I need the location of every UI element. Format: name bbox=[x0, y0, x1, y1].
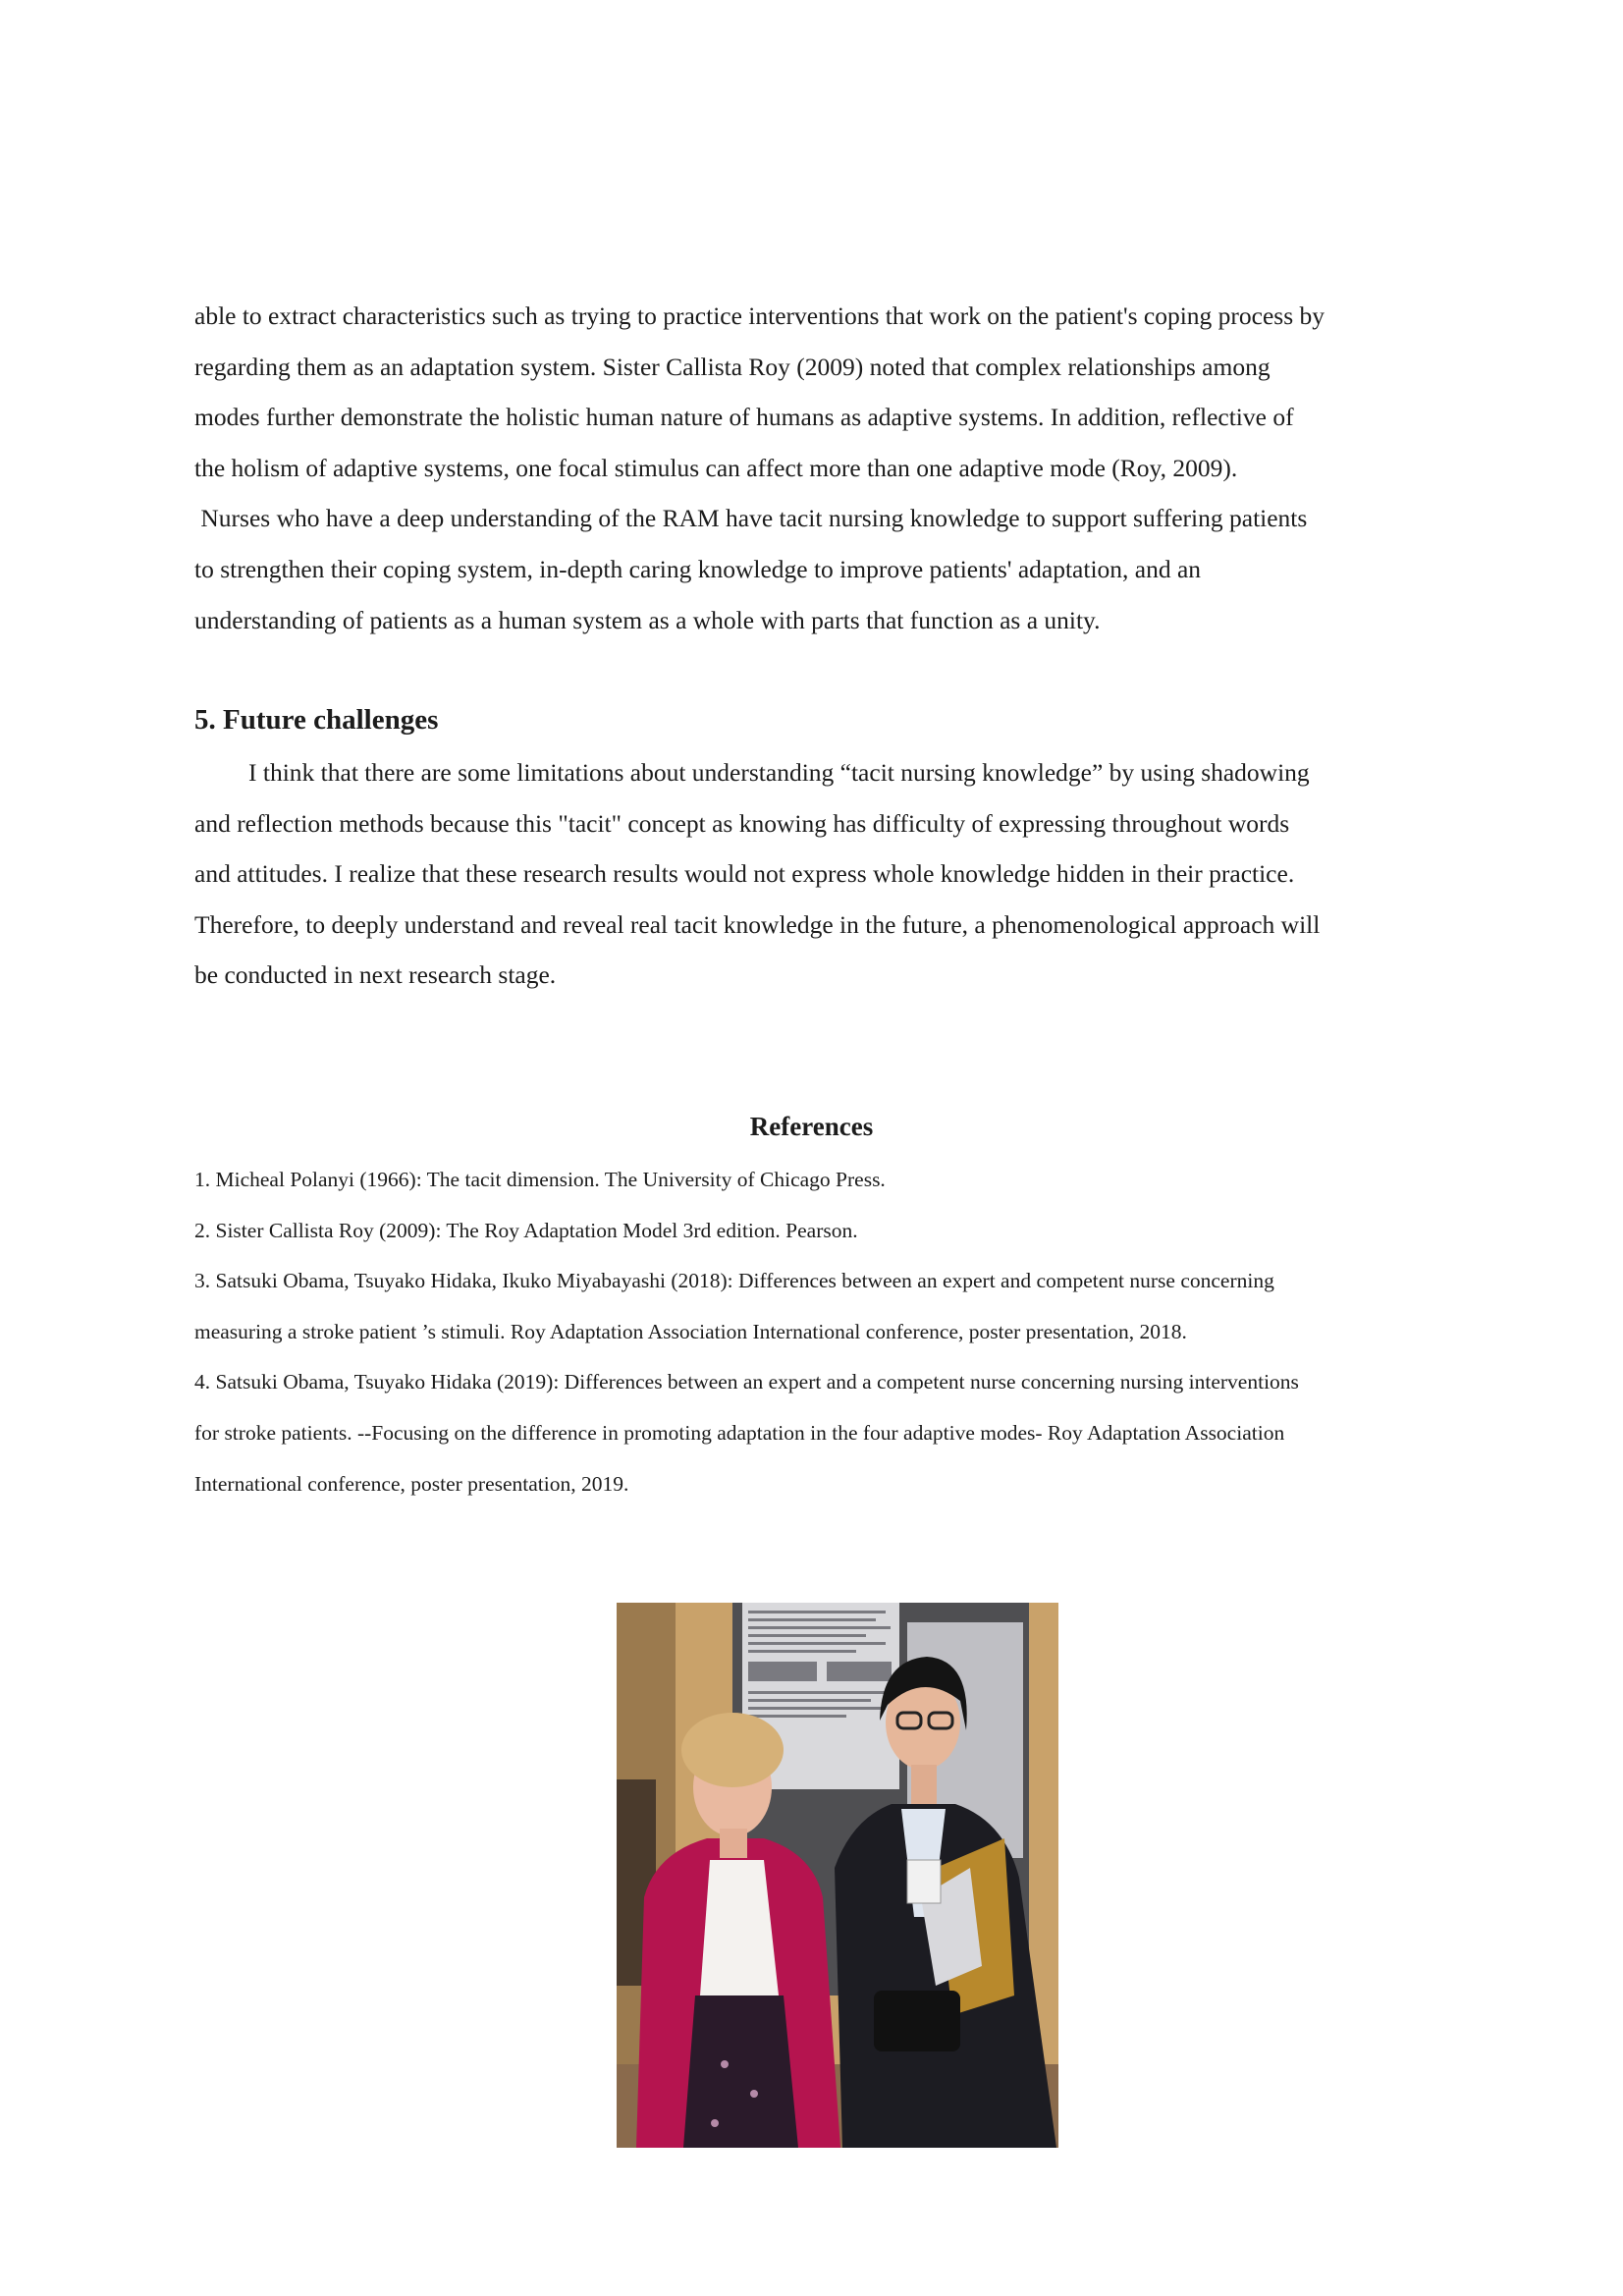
person-left-neck bbox=[720, 1829, 747, 1858]
person-left-skirt-dots bbox=[711, 2119, 719, 2127]
section-heading: 5. Future challenges bbox=[194, 704, 439, 736]
person-left-skirt-dots bbox=[750, 2090, 758, 2098]
future-line: I think that there are some limitations about understanding “tacit nursing knowledge” by using shadowing bbox=[248, 758, 1310, 787]
reference-line: measuring a stroke patient ’s stimuli. Roy Adaptation Association International conference, poster presentation, 2018. bbox=[194, 1319, 1187, 1343]
person-left-hair bbox=[681, 1713, 784, 1787]
intro-line: regarding them as an adaptation system. Sister Callista Roy (2009) noted that complex relationships among bbox=[194, 352, 1271, 381]
future-line: be conducted in next research stage. bbox=[194, 960, 557, 990]
conference-photo bbox=[617, 1603, 1058, 2148]
reference-line: International conference, poster presentation, 2019. bbox=[194, 1471, 629, 1496]
person-right-neck bbox=[911, 1765, 937, 1804]
person-left-skirt bbox=[683, 1995, 798, 2148]
reference-line: for stroke patients. --Focusing on the difference in promoting adaptation in the four adaptive modes- Roy Adaptation Association bbox=[194, 1420, 1285, 1445]
intro-line: to strengthen their coping system, in-depth caring knowledge to improve patients' adaptation, and an bbox=[194, 554, 1202, 583]
future-line: and reflection methods because this "tacit" concept as knowing has difficulty of expressing throughout words bbox=[194, 808, 1290, 838]
intro-line: modes further demonstrate the holistic human nature of humans as adaptive systems. In addition, reflective of bbox=[194, 403, 1294, 432]
name-badge bbox=[907, 1860, 941, 1903]
reference-line: 4. Satsuki Obama, Tsuyako Hidaka (2019): Differences between an expert and a competent nurse concerning nursing interventions bbox=[194, 1370, 1299, 1394]
future-line: Therefore, to deeply understand and reveal real tacit knowledge in the future, a phenomenological approach will bbox=[194, 909, 1321, 939]
shoulder-bag bbox=[874, 1991, 960, 2051]
intro-line: able to extract characteristics such as trying to practice interventions that work on the patient's coping process by bbox=[194, 301, 1325, 330]
person-left-skirt-dots bbox=[721, 2060, 729, 2068]
reference-line: 1. Micheal Polanyi (1966): The tacit dimension. The University of Chicago Press. bbox=[194, 1168, 886, 1191]
intro-line: the holism of adaptive systems, one focal stimulus can affect more than one adaptive mode (Roy, 2009). bbox=[194, 453, 1238, 482]
reference-line: 3. Satsuki Obama, Tsuyako Hidaka, Ikuko Miyabayashi (2018): Differences between an expert and competent nurse concerning bbox=[194, 1269, 1274, 1293]
references-heading: References bbox=[749, 1112, 874, 1141]
references-list bbox=[194, 1155, 1461, 1509]
intro-line: Nurses who have a deep understanding of the RAM have tacit nursing knowledge to support suffering patients bbox=[194, 504, 1308, 533]
future-line: and attitudes. I realize that these research results would not express whole knowledge hidden in their practice. bbox=[194, 859, 1295, 889]
reference-line: 2. Sister Callista Roy (2009): The Roy Adaptation Model 3rd edition. Pearson. bbox=[194, 1218, 858, 1242]
intro-line: understanding of patients as a human system as a whole with parts that function as a unity. bbox=[194, 605, 1101, 634]
future-challenges-paragraph bbox=[194, 747, 1461, 1001]
intro-paragraphs bbox=[194, 291, 1461, 645]
